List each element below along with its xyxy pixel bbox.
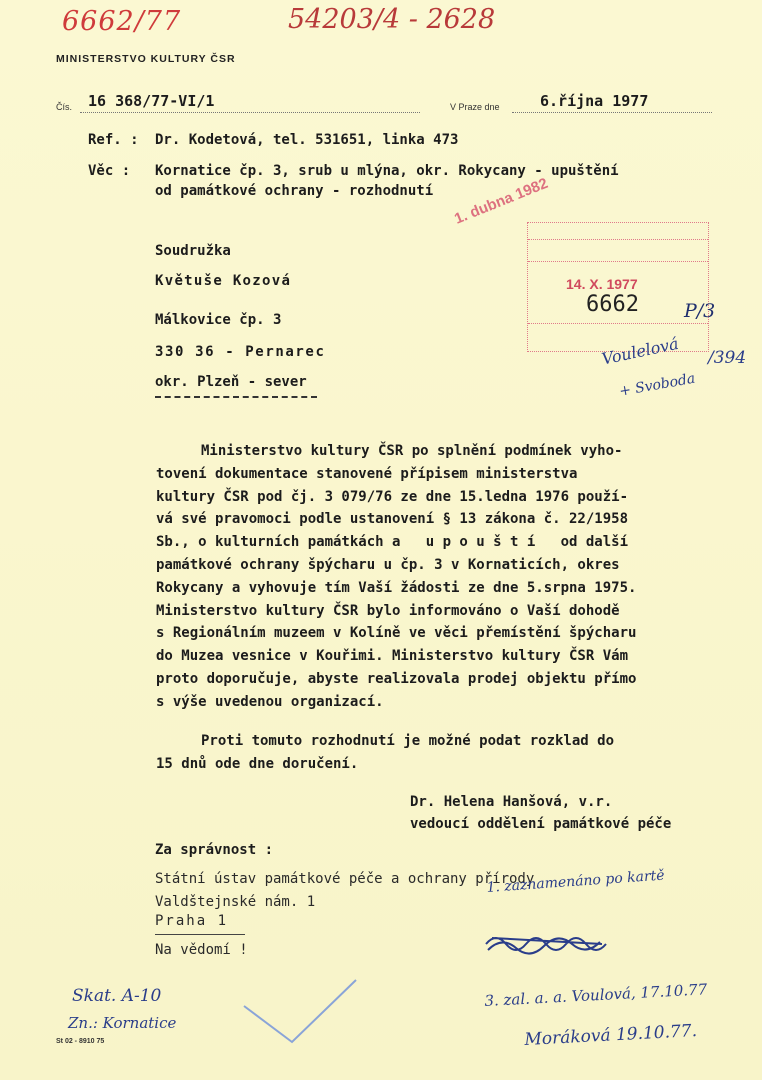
subject-line-1: Kornatice čp. 3, srub u mlýna, okr. Rokycany - upuštění	[155, 163, 619, 179]
registry-stamp-date: 14. X. 1977	[566, 276, 638, 292]
body-paragraph-2	[156, 730, 716, 776]
registry-stamp-number: 6662	[586, 292, 639, 317]
body-paragraph-1	[156, 440, 716, 714]
subject-label: Věc :	[88, 163, 131, 179]
copy-recipient-3-underline	[155, 934, 245, 935]
body-line: tovení dokumentace stanovené přípisem ministerstva	[156, 465, 578, 482]
copy-recipient-1: Státní ústav památkové péče a ochrany přírody	[155, 871, 535, 887]
addressee-street: Málkovice čp. 3	[155, 312, 282, 328]
handwritten-processed-note: Moráková 19.10.77.	[524, 1020, 698, 1050]
cis-line	[80, 112, 420, 113]
signatory-title: vedoucí oddělení památkové péče	[410, 816, 672, 832]
handwritten-ref-number: 6662/77	[62, 6, 182, 37]
body-line: kultury ČSR pod čj. 3 079/76 ze dne 15.ledna 1976 použí-	[156, 488, 629, 505]
cis-label: Čís.	[56, 102, 73, 112]
correctness-label: Za správnost :	[155, 842, 274, 858]
body-line: Ministerstvo kultury ČSR po splnění podmínek vyho-	[201, 443, 623, 459]
handwritten-top-number: 54203/4 - 2628	[288, 4, 496, 35]
ministry-header: MINISTERSTVO KULTURY ČSR	[56, 53, 236, 65]
annotation-name-1: Voulelová	[600, 333, 681, 369]
handwritten-filed-note: 3. zal. a. a. Voulová, 17.10.77	[484, 980, 708, 1010]
body-line: 15 dnů ode dne doručení.	[156, 755, 359, 772]
received-date-stamp: 1. dubna 1982	[452, 174, 551, 228]
handwritten-note-zaznamenano: 1. zaznamenáno po kartě	[486, 867, 666, 896]
letter-date: 6.října 1977	[540, 92, 649, 110]
subject-line-2: od památkové ochrany - rozhodnutí	[155, 183, 434, 199]
date-line	[512, 112, 712, 113]
body-line: proto doporučuje, abyste realizovala prodej objektu přímo	[156, 670, 637, 687]
addressee-city: 330 36 - Pernarec	[155, 344, 326, 360]
signatory-name: Dr. Helena Hanšová, v.r.	[410, 794, 613, 810]
copy-recipient-3: Praha 1	[155, 913, 229, 929]
copy-recipient-2: Valdštejnské nám. 1	[155, 894, 316, 910]
addressee-name: Květuše Kozová	[155, 273, 292, 289]
annotation-number: /394	[708, 348, 747, 368]
body-line: památkové ochrany špýcharu u čp. 3 v Kornaticích, okres	[156, 556, 620, 573]
body-line: Proti tomuto rozhodnutí je možné podat rozklad do	[201, 733, 615, 749]
body-line: vá své pravomoci podle ustanovení § 13 zákona č. 22/1958	[156, 511, 629, 528]
addressee-district: okr. Plzeň - sever	[155, 374, 307, 390]
registry-stamp-suffix: P/3	[684, 300, 716, 322]
copy-note: Na vědomí !	[155, 942, 248, 958]
check-stroke	[240, 978, 360, 1048]
place-label: V Praze dne	[450, 102, 500, 112]
form-code: St 02 - 8910 75	[56, 1038, 105, 1045]
ref-label: Ref. :	[88, 132, 139, 148]
annotation-name-2: + Svoboda	[618, 370, 697, 400]
body-line: s výše uvedenou organizací.	[156, 693, 384, 710]
addressee-underline	[155, 396, 317, 398]
handwritten-filing-mark: Zn.: Kornatice	[68, 1014, 177, 1032]
scribble-mark	[482, 928, 622, 958]
body-line: Ministerstvo kultury ČSR bylo informováno o Vaší dohodě	[156, 602, 620, 619]
body-line: Rokycany a vyhovuje tím Vaší žádosti ze dne 5.srpna 1975.	[156, 579, 637, 596]
body-line: Sb., o kulturních památkách a u p o u š t í od další	[156, 534, 629, 551]
ref-text: Dr. Kodetová, tel. 531651, linka 473	[155, 132, 459, 148]
body-line: s Regionálním muzeem v Kolíně ve věci přemístění špýcharu	[156, 625, 637, 642]
handwritten-filing-class: Skat. A-10	[72, 986, 162, 1006]
addressee-salutation: Soudružka	[155, 243, 231, 259]
cis-value: 16 368/77-VI/1	[88, 92, 215, 110]
body-line: do Muzea vesnice v Kouřimi. Ministerstvo kultury ČSR Vám	[156, 648, 629, 665]
